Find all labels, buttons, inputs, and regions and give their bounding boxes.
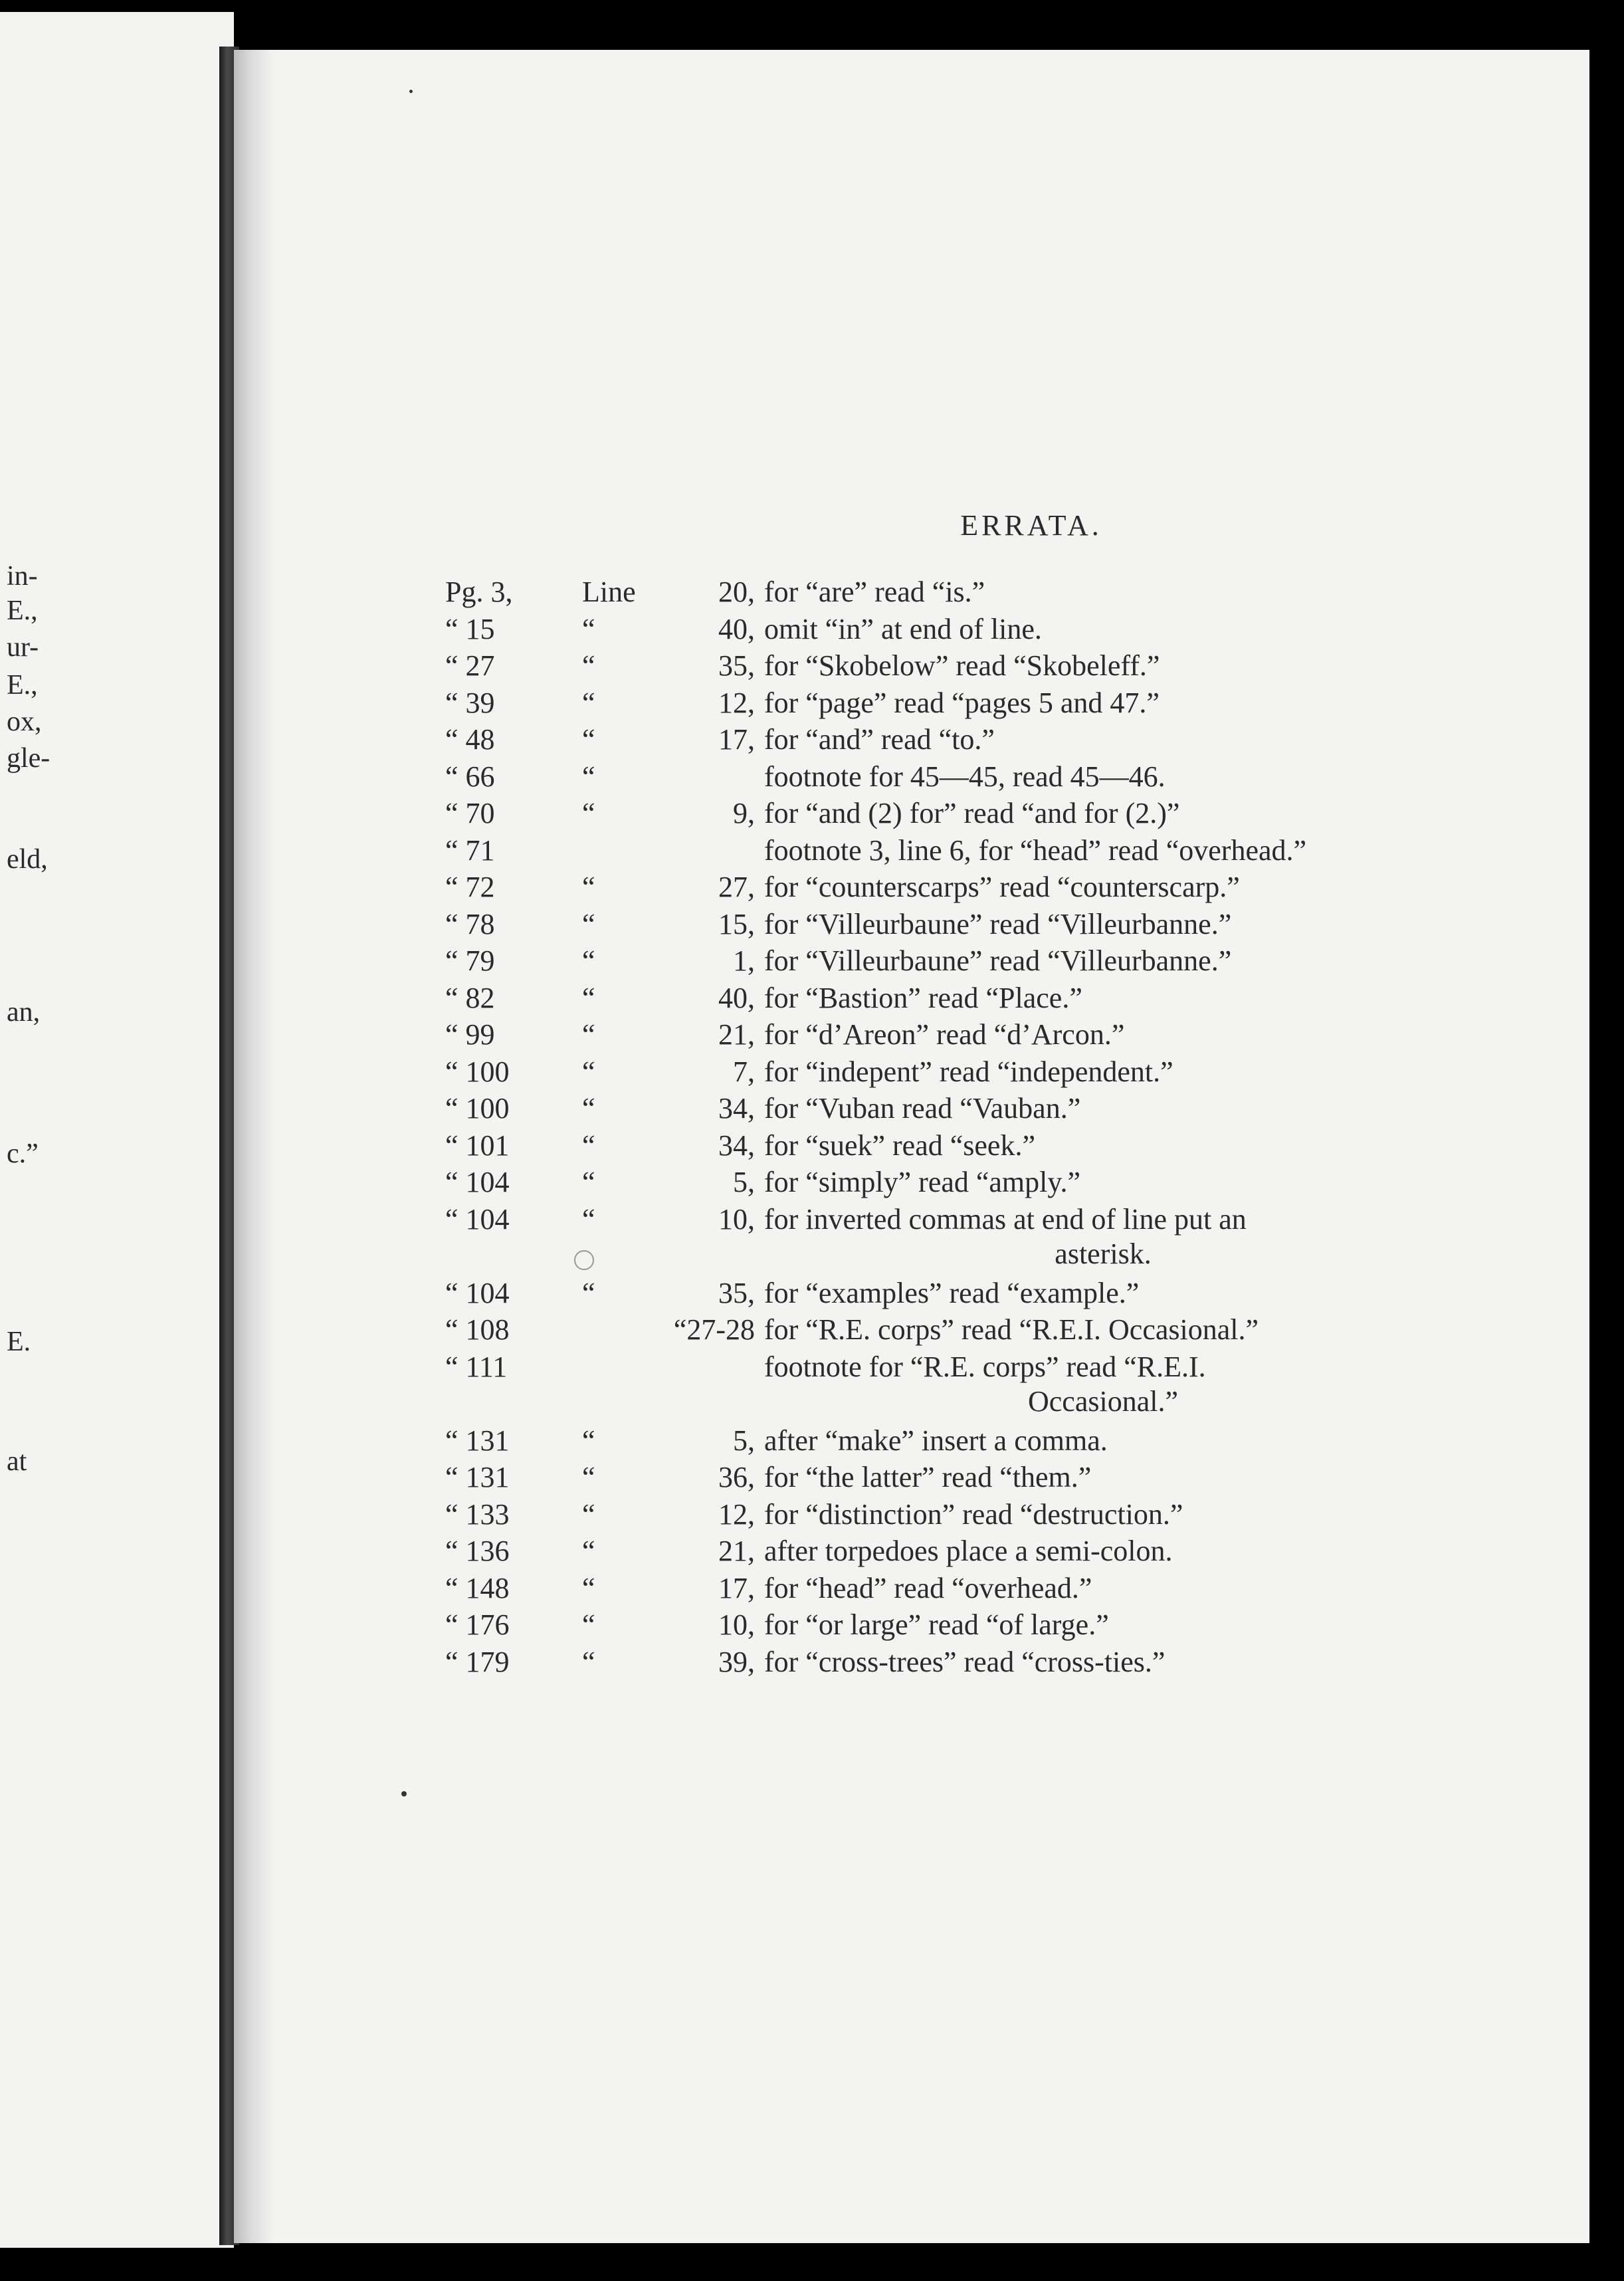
correction-main: for “distinction” read “destruction.” bbox=[764, 1497, 1183, 1531]
left-page-text-fragment: gle- bbox=[7, 743, 51, 774]
errata-entry bbox=[445, 1460, 1589, 1497]
errata-entry bbox=[445, 1608, 1589, 1645]
errata-entry bbox=[445, 1055, 1589, 1092]
left-page-text-fragment: c.” bbox=[7, 1139, 39, 1169]
page-ref: “ 27 bbox=[445, 649, 495, 682]
correction-main: for “are” read “is.” bbox=[764, 576, 985, 608]
page-ref: “ 82 bbox=[445, 981, 495, 1014]
correction-text bbox=[764, 1129, 1442, 1162]
page-ref: “ 71 bbox=[445, 833, 495, 867]
correction-text bbox=[764, 760, 1442, 794]
errata-entry bbox=[445, 1165, 1589, 1202]
correction-text bbox=[764, 1202, 1442, 1271]
page-ref: “ 15 bbox=[445, 612, 495, 645]
line-label: “ bbox=[582, 1645, 595, 1678]
correction-main: for “Skobelow” read “Skobeleff.” bbox=[764, 649, 1160, 682]
correction-main: for “cross-trees” read “cross-ties.” bbox=[764, 1645, 1166, 1678]
correction-text bbox=[764, 1497, 1442, 1531]
correction-main: for “and (2) for” read “and for (2.)” bbox=[764, 797, 1180, 829]
correction-main: for “indepent” read “independent.” bbox=[764, 1055, 1173, 1088]
line-label: “ bbox=[582, 1166, 595, 1198]
correction-main: for “R.E. corps” read “R.E.I. Occasional.” bbox=[764, 1313, 1259, 1346]
line-label: “ bbox=[582, 1018, 595, 1051]
line-label: “ bbox=[582, 612, 595, 645]
line-number: 5, bbox=[733, 1166, 755, 1198]
line-number: 17, bbox=[718, 723, 755, 756]
line-label: “ bbox=[582, 907, 595, 940]
line-label: “ bbox=[582, 1276, 595, 1309]
correction-text bbox=[764, 686, 1442, 720]
circle-mark-icon bbox=[574, 1250, 594, 1270]
page-ref: “ 131 bbox=[445, 1424, 510, 1457]
line-number: 27, bbox=[718, 871, 755, 903]
line-number: 5, bbox=[733, 1424, 755, 1457]
line-number: 40, bbox=[718, 612, 755, 645]
errata-entry bbox=[445, 760, 1589, 797]
line-number: 21, bbox=[718, 1018, 755, 1051]
errata-entry bbox=[445, 870, 1589, 907]
correction-main: for “Villeurbaune” read “Villeurbanne.” bbox=[764, 907, 1232, 940]
page-ref: “ 101 bbox=[445, 1129, 510, 1162]
line-label: “ bbox=[582, 1461, 595, 1493]
correction-text bbox=[764, 1055, 1442, 1089]
line-number: 40, bbox=[718, 981, 755, 1014]
line-number: 10, bbox=[718, 1202, 755, 1236]
correction-main: for “d’Areon” read “d’Arcon.” bbox=[764, 1018, 1125, 1051]
page-ref: “ 100 bbox=[445, 1055, 510, 1088]
errata-entry bbox=[445, 1276, 1589, 1313]
errata-entry bbox=[445, 1129, 1589, 1166]
page-ref: “ 136 bbox=[445, 1535, 510, 1567]
correction-main: footnote for 45—45, read 45—46. bbox=[764, 760, 1166, 793]
line-number: 1, bbox=[733, 944, 755, 977]
correction-text bbox=[764, 1460, 1442, 1494]
line-number: 9, bbox=[733, 797, 755, 829]
errata-list bbox=[445, 575, 1589, 1682]
errata-entry bbox=[445, 1313, 1589, 1350]
correction-text bbox=[764, 944, 1442, 978]
correction-main: after “make” insert a comma. bbox=[764, 1424, 1108, 1457]
page-ref: “ 176 bbox=[445, 1608, 510, 1641]
line-label: “ bbox=[582, 1571, 595, 1604]
correction-main: for “or large” read “of large.” bbox=[764, 1608, 1109, 1641]
page-ref: “ 104 bbox=[445, 1166, 510, 1198]
line-label: “ bbox=[582, 723, 595, 756]
page-ref: “ 72 bbox=[445, 871, 495, 903]
line-number: 34, bbox=[718, 1092, 755, 1125]
page-ref: “ 104 bbox=[445, 1276, 510, 1309]
page-ref: “ 131 bbox=[445, 1461, 510, 1493]
line-label: Line bbox=[582, 576, 636, 608]
errata-entry bbox=[445, 649, 1589, 686]
line-label: “ bbox=[582, 871, 595, 903]
line-number: 17, bbox=[718, 1571, 755, 1604]
page-ref: “ 99 bbox=[445, 1018, 495, 1051]
speck-mark bbox=[401, 1791, 407, 1796]
line-label: “ bbox=[582, 1202, 595, 1236]
correction-main: for “and” read “to.” bbox=[764, 723, 995, 756]
correction-text bbox=[764, 1424, 1442, 1458]
line-number: 39, bbox=[718, 1645, 755, 1678]
line-number: 35, bbox=[718, 649, 755, 682]
left-page-text-fragment: E., bbox=[7, 670, 38, 701]
errata-entry bbox=[445, 1202, 1589, 1276]
page-title: ERRATA. bbox=[960, 509, 1102, 542]
correction-main: for “head” read “overhead.” bbox=[764, 1571, 1092, 1604]
correction-text bbox=[764, 1165, 1442, 1199]
page-ref: “ 79 bbox=[445, 944, 495, 977]
correction-main: footnote 3, line 6, for “head” read “overhead.” bbox=[764, 833, 1307, 867]
errata-entry bbox=[445, 612, 1589, 649]
line-label: “ bbox=[582, 797, 595, 829]
page-ref: “ 70 bbox=[445, 797, 495, 829]
left-page-text-fragment: an, bbox=[7, 997, 41, 1028]
errata-page bbox=[234, 50, 1589, 2243]
left-page bbox=[0, 12, 234, 2248]
correction-text bbox=[764, 1608, 1442, 1642]
correction-text bbox=[764, 833, 1442, 867]
page-ref: “ 66 bbox=[445, 760, 495, 793]
correction-main: footnote for “R.E. corps” read “R.E.I. bbox=[764, 1350, 1206, 1383]
left-page-text-fragment: in- bbox=[7, 561, 38, 592]
errata-entry bbox=[445, 1424, 1589, 1461]
line-label: “ bbox=[582, 1092, 595, 1125]
errata-entry bbox=[445, 1091, 1589, 1129]
correction-main: for “Bastion” read “Place.” bbox=[764, 981, 1082, 1014]
line-number: 34, bbox=[718, 1129, 755, 1162]
page-ref: “ 100 bbox=[445, 1092, 510, 1125]
errata-entry bbox=[445, 1534, 1589, 1571]
correction-main: for “counterscarps” read “counterscarp.” bbox=[764, 871, 1240, 903]
line-number: 7, bbox=[733, 1055, 755, 1088]
line-number: “27-28 bbox=[673, 1313, 755, 1346]
errata-entry bbox=[445, 796, 1589, 833]
page-ref: “ 111 bbox=[445, 1350, 508, 1383]
line-number: 10, bbox=[718, 1608, 755, 1641]
correction-main: after torpedoes place a semi-colon. bbox=[764, 1535, 1173, 1567]
errata-entry bbox=[445, 833, 1589, 871]
line-label: “ bbox=[582, 1424, 595, 1457]
correction-text bbox=[764, 612, 1442, 646]
correction-text bbox=[764, 722, 1442, 756]
line-label: “ bbox=[582, 649, 595, 682]
correction-main: for “the latter” read “them.” bbox=[764, 1461, 1092, 1493]
line-number: 35, bbox=[718, 1276, 755, 1309]
line-label: “ bbox=[582, 1497, 595, 1531]
page-ref: “ 108 bbox=[445, 1313, 510, 1346]
line-number: 12, bbox=[718, 686, 755, 719]
correction-continuation: Occasional.” bbox=[1028, 1384, 1178, 1418]
errata-entry bbox=[445, 575, 1589, 612]
correction-main: for inverted commas at end of line put an bbox=[764, 1202, 1247, 1236]
line-number: 12, bbox=[718, 1497, 755, 1531]
line-number: 20, bbox=[718, 576, 755, 608]
correction-text bbox=[764, 1276, 1442, 1310]
correction-main: for “examples” read “example.” bbox=[764, 1276, 1140, 1309]
line-label: “ bbox=[582, 1535, 595, 1567]
correction-text bbox=[764, 1018, 1442, 1051]
correction-text bbox=[764, 1534, 1442, 1568]
line-label: “ bbox=[582, 686, 595, 719]
line-label: “ bbox=[582, 1129, 595, 1162]
correction-text bbox=[764, 649, 1442, 683]
left-page-text-fragment: E. bbox=[7, 1327, 31, 1357]
page-ref: “ 133 bbox=[445, 1497, 510, 1531]
line-label: “ bbox=[582, 1055, 595, 1088]
line-number: 15, bbox=[718, 907, 755, 940]
left-page-text-fragment: eld, bbox=[7, 844, 48, 875]
correction-text bbox=[764, 796, 1442, 830]
page-ref: Pg. 3, bbox=[445, 576, 513, 608]
page-ref: “ 39 bbox=[445, 686, 495, 719]
correction-text bbox=[764, 1091, 1442, 1125]
page-ref: “ 78 bbox=[445, 907, 495, 940]
errata-entry bbox=[445, 907, 1589, 944]
correction-main: omit “in” at end of line. bbox=[764, 612, 1042, 645]
page-ref: “ 179 bbox=[445, 1645, 510, 1678]
line-label: “ bbox=[582, 981, 595, 1014]
correction-main: for “simply” read “amply.” bbox=[764, 1166, 1081, 1198]
line-number: 21, bbox=[718, 1535, 755, 1567]
page-ref: “ 104 bbox=[445, 1202, 510, 1236]
errata-entry bbox=[445, 944, 1589, 981]
errata-entry bbox=[445, 1571, 1589, 1608]
correction-main: for “page” read “pages 5 and 47.” bbox=[764, 686, 1160, 719]
correction-text bbox=[764, 1313, 1442, 1347]
page-ref: “ 48 bbox=[445, 723, 495, 756]
left-page-text-fragment: ox, bbox=[7, 706, 42, 737]
correction-text bbox=[764, 870, 1442, 904]
correction-text bbox=[764, 1350, 1442, 1419]
page-ref: “ 148 bbox=[445, 1571, 510, 1604]
line-label: “ bbox=[582, 944, 595, 977]
errata-entry bbox=[445, 1018, 1589, 1055]
correction-text bbox=[764, 907, 1442, 941]
correction-continuation: asterisk. bbox=[1055, 1237, 1152, 1270]
correction-text bbox=[764, 1645, 1442, 1679]
errata-entry bbox=[445, 1350, 1589, 1424]
line-label: “ bbox=[582, 760, 595, 793]
correction-main: for “suek” read “seek.” bbox=[764, 1129, 1035, 1162]
errata-entry bbox=[445, 722, 1589, 760]
correction-text bbox=[764, 575, 1442, 609]
line-number: 36, bbox=[718, 1461, 755, 1493]
left-page-text-fragment: ur- bbox=[7, 632, 39, 663]
errata-entry bbox=[445, 1645, 1589, 1682]
left-page-text-fragment: E., bbox=[7, 596, 38, 626]
left-page-text-fragment: at bbox=[7, 1446, 27, 1477]
gutter-shadow bbox=[234, 50, 274, 2243]
speck-mark bbox=[409, 90, 413, 93]
correction-main: for “Villeurbaune” read “Villeurbanne.” bbox=[764, 944, 1232, 977]
line-label: “ bbox=[582, 1608, 595, 1641]
correction-text bbox=[764, 981, 1442, 1015]
correction-main: for “Vuban read “Vauban.” bbox=[764, 1092, 1081, 1125]
errata-entry bbox=[445, 981, 1589, 1018]
correction-text bbox=[764, 1571, 1442, 1605]
errata-entry bbox=[445, 686, 1589, 723]
errata-entry bbox=[445, 1497, 1589, 1535]
